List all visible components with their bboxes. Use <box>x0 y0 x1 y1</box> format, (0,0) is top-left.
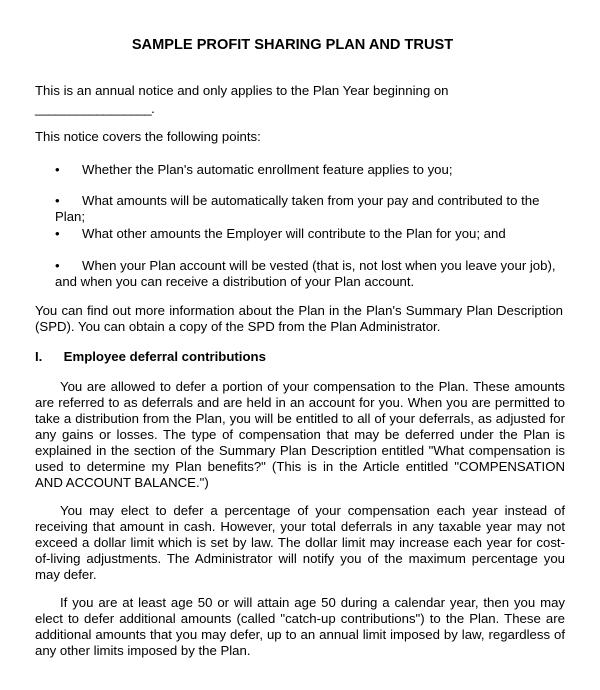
plan-year-blank: _________________. <box>35 101 155 116</box>
deferral-paragraph-2: You may elect to defer a percentage of your compensation each year instead of receiving that amount in cash. However, your total deferrals in any taxable year may not exceed a dollar limit which is set by law. The dollar limit may increase each year for cost-of-living adjustments. The Administrator will notify you of the maximum percentage you may defer. <box>35 503 565 582</box>
section-number: I. <box>35 349 43 364</box>
deferral-paragraph-3: If you are at least age 50 or will attain age 50 during a calendar year, then you may elect to defer additional amounts (called "catch-up contributions") to the Plan. These are additional amounts that you may defer, up to an annual limit imposed by law, regardless of any other limits imposed by the Plan. <box>35 595 565 658</box>
bullet-text: What amounts will be automatically taken from your pay and contributed to the Plan; <box>55 193 540 224</box>
bullet-icon: • <box>55 193 60 208</box>
deferral-paragraph-1: You are allowed to defer a portion of your compensation to the Plan. These amounts are referred to as deferrals and are held in an account for you. When you are permitted to take a distribution from the Plan, you will be entitled to all of your deferrals, as adjusted for any gains or losses. The type of compensation that may be deferred under the Plan is explained in the section of the Summary Plan Description entitled "What compensation is used to determine my Plan benefits?" (This is in the Article entitled "COMPENSATION AND ACCOUNT BALANCE.") <box>35 379 565 490</box>
spd-paragraph: You can find out more information about the Plan in the Plan's Summary Plan Description (SPD). You can obtain a copy of the SPD from the Plan Administrator. <box>35 303 563 334</box>
bullet-text: Whether the Plan's automatic enrollment feature applies to you; <box>82 162 453 177</box>
section-title: Employee deferral contributions <box>63 349 266 364</box>
document-title: SAMPLE PROFIT SHARING PLAN AND TRUST <box>131 37 454 53</box>
bullet-text: What other amounts the Employer will contribute to the Plan for you; and <box>82 226 506 241</box>
intro-line: This is an annual notice and only applies to the Plan Year beginning on <box>35 83 449 98</box>
bullet-icon: • <box>55 258 60 273</box>
bullet-item-vesting <box>55 258 560 290</box>
covers-line: This notice covers the following points: <box>35 129 261 144</box>
section-heading <box>35 349 266 365</box>
bullet-icon: • <box>55 162 60 177</box>
bullet-icon: • <box>55 226 60 241</box>
bullet-text: When your Plan account will be vested (that is, not lost when you leave your job), and when you can receive a distribution of your Plan account. <box>55 258 556 289</box>
bullet-item-automatic-amounts <box>55 193 560 225</box>
